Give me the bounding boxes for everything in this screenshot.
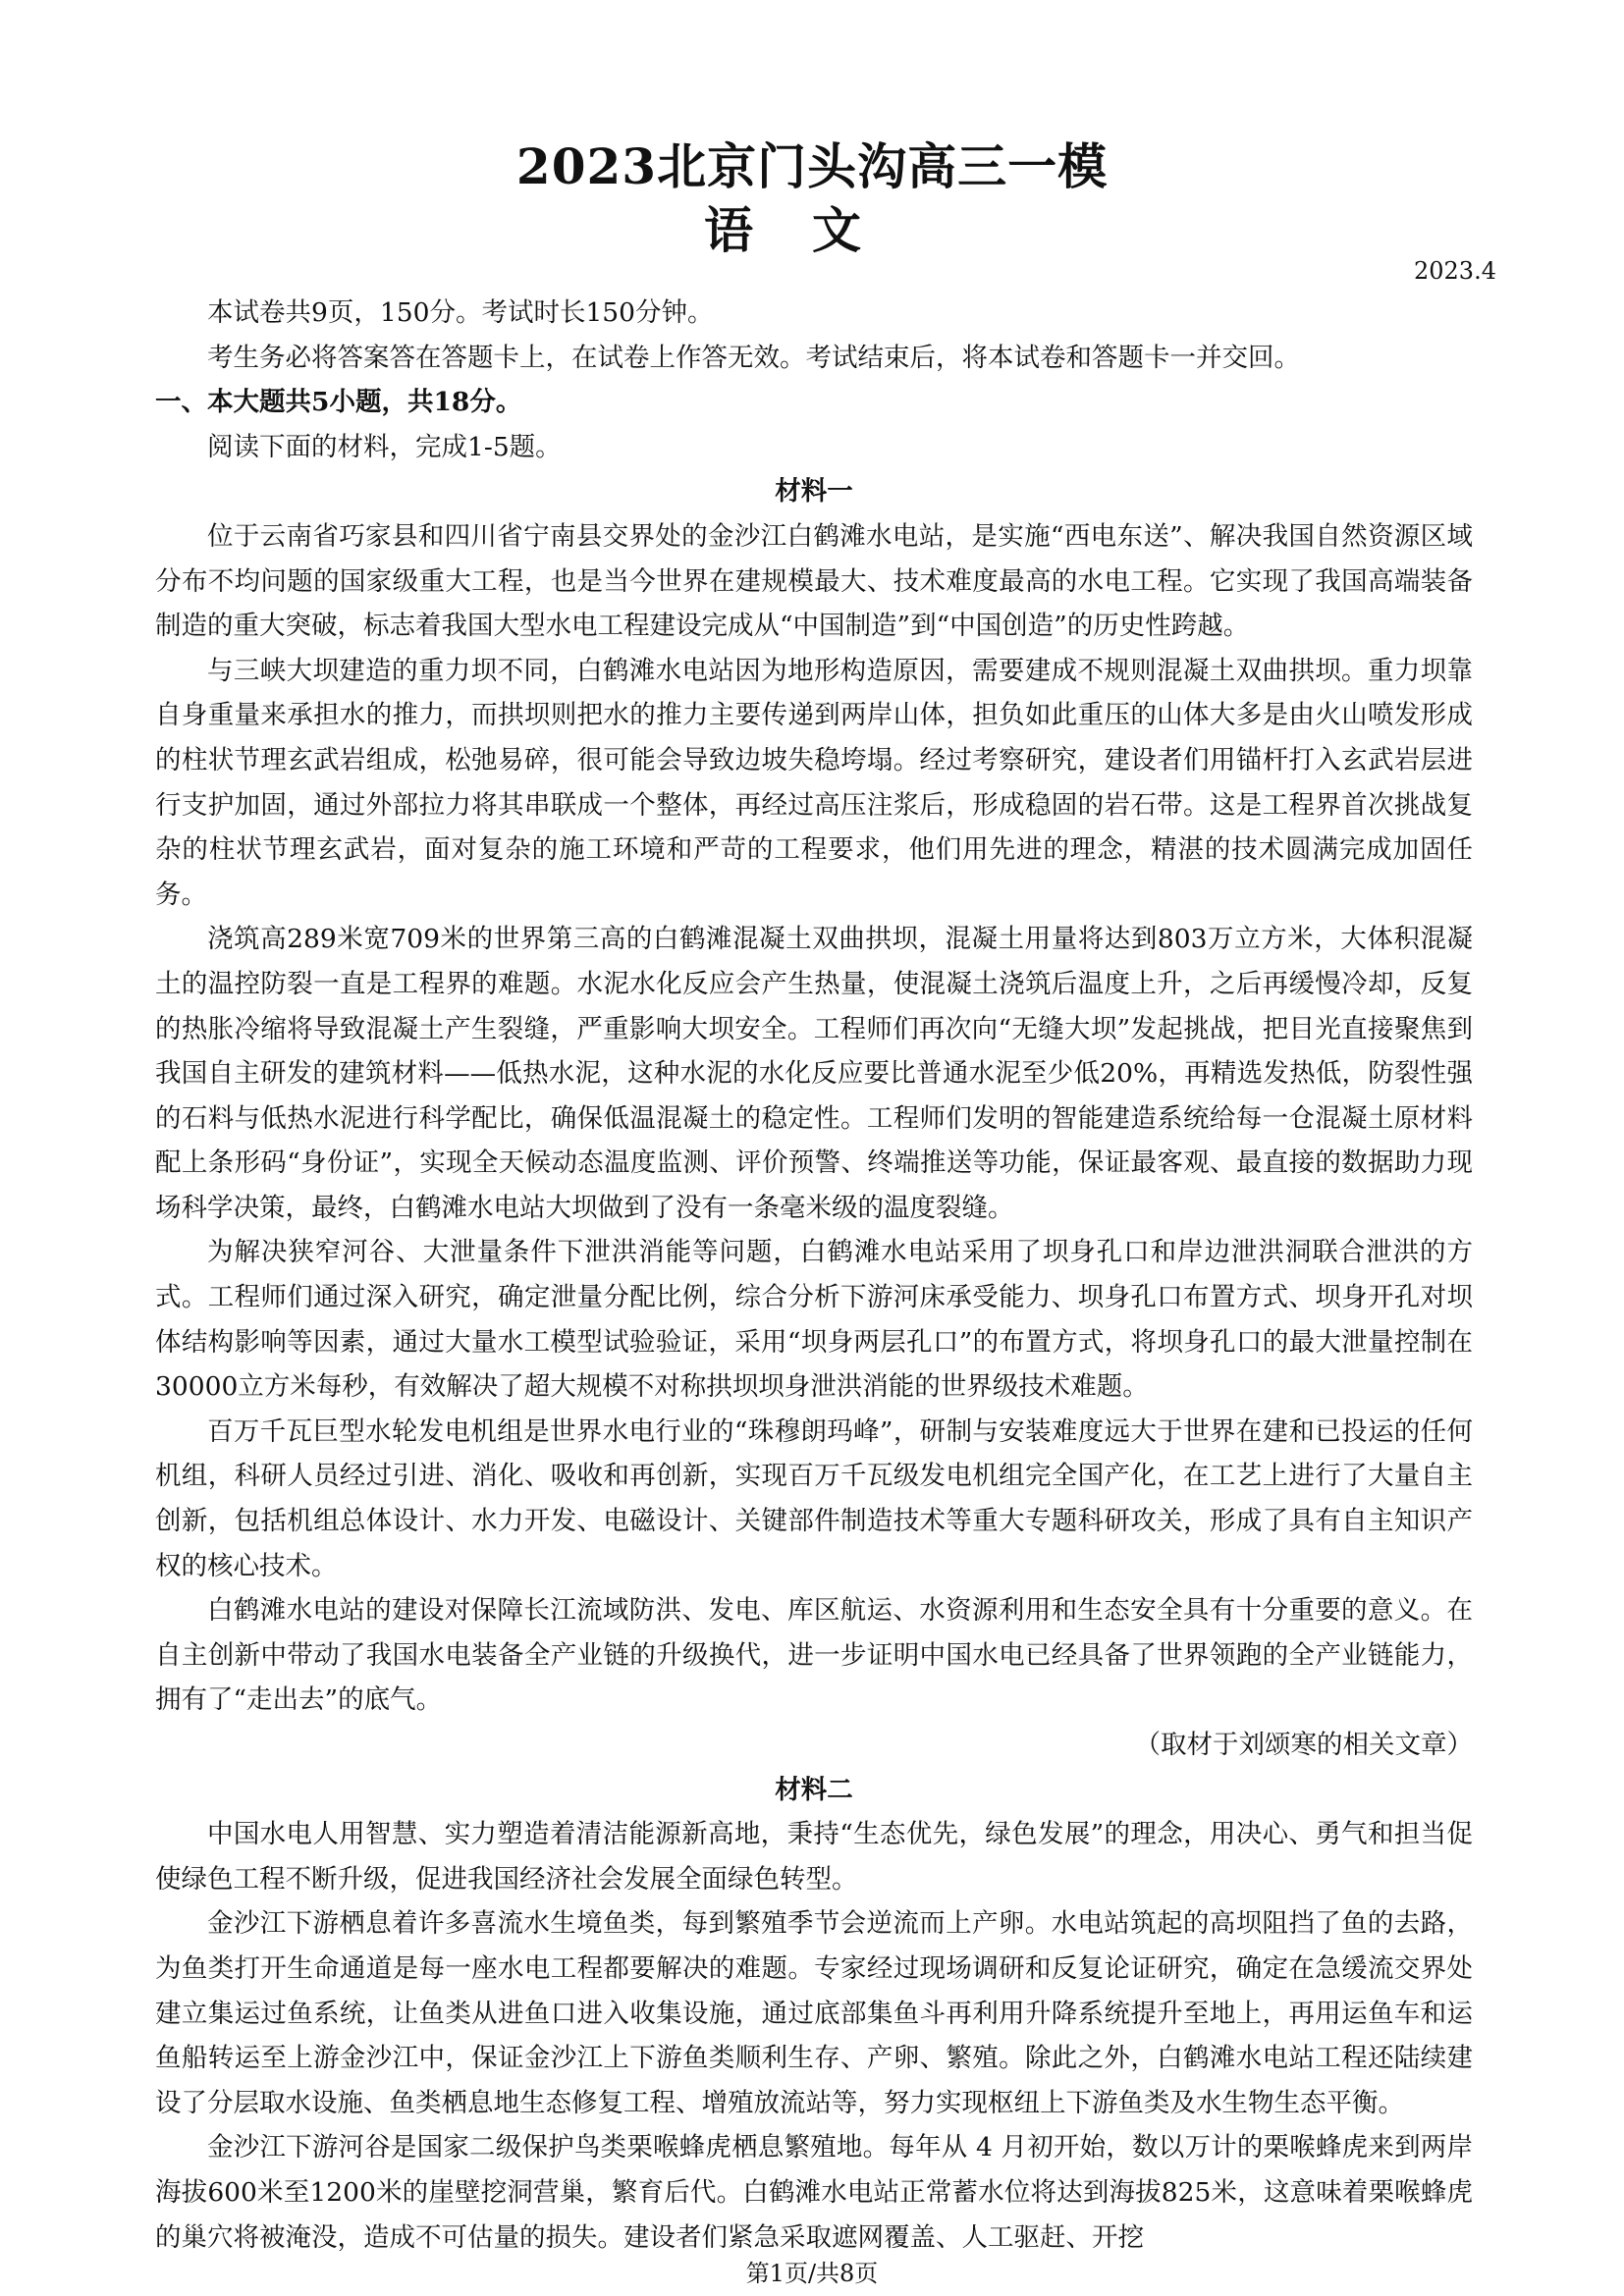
exam-date: 2023.4: [1414, 257, 1496, 285]
material-1-paragraph: 白鹤滩水电站的建设对保障长江流域防洪、发电、库区航运、水资源利用和生态安全具有十分重要的意义。在自主创新中带动了我国水电装备全产业链的升级换代，进一步证明中国水电已经具备了世界领跑的全产业链能力，拥有了“走出去”的底气。: [155, 1595, 1473, 1716]
exam-title: 2023北京门头沟高三一模: [515, 137, 1109, 195]
material-1-paragraph: 为解决狭窄河谷、大泄量条件下泄洪消能等问题，白鹤滩水电站采用了坝身孔口和岸边泄洪洞联合泄洪的方式。工程师们通过深入研究，确定泄量分配比例，综合分析下游河床承受能力、坝身孔口布置方式、坝身开孔对坝体结构影响等因素，通过大量水工模型试验验证，采用“坝身两层孔口”的布置方式，将坝身孔口的最大泄量控制在 30000立方米每秒，有效解决了超大规模不对称拱坝坝身泄洪消能的世界级技术难题。: [155, 1237, 1473, 1403]
material-2-title: 材料二: [775, 1774, 853, 1805]
material-1-paragraph: 百万千瓦巨型水轮发电机组是世界水电行业的“珠穆朗玛峰”，研制与安装难度远大于世界在建和已投运的任何机组，科研人员经过引进、消化、吸收和再创新，实现百万千瓦级发电机组完全国产化，在工艺上进行了大量自主创新，包括机组总体设计、水力开发、电磁设计、关键部件制造技术等重大专题科研攻关，形成了具有自主知识产权的核心技术。: [155, 1415, 1473, 1581]
subject-title: 语文: [704, 201, 920, 259]
exam-content: [155, 291, 1473, 2260]
material-1-paragraph: 浇筑高289米宽709米的世界第三高的白鹤滩混凝土双曲拱坝，混凝土用量将达到803万立方米，大体积混凝土的温控防裂一直是工程界的难题。水泥水化反应会产生热量，使混凝土浇筑后温度上升，之后再缓慢冷却，反复的热胀冷缩将导致混凝土产生裂缝，严重影响大坝安全。工程师们再次向“无缝大坝”发起挑战，把目光直接聚焦到我国自主研发的建筑材料——低热水泥，这种水泥的水化反应要比普通水泥至少低20%，再精选发热低，防裂性强的石料与低热水泥进行科学配比，确保低温混凝土的稳定性。工程师们发明的智能建造系统给每一仓混凝土原材料配上条形码“身份证”，实现全天候动态温度监测、评价预警、终端推送等功能，保证最客观、最直接的数据助力现场科学决策，最终，白鹤滩水电站大坝做到了没有一条毫米级的温度裂缝。: [155, 924, 1473, 1223]
material-1-paragraph: 与三峡大坝建造的重力坝不同，白鹤滩水电站因为地形构造原因，需要建成不规则混凝土双曲拱坝。重力坝靠自身重量来承担水的推力，而拱坝则把水的推力主要传递到两岸山体，担负如此重压的山体大多是由火山喷发形成的柱状节理玄武岩组成，松弛易碎，很可能会导致边坡失稳垮塌。经过考察研究，建设者们用锚杆打入玄武岩层进行支护加固，通过外部拉力将其串联成一个整体，再经过高压注浆后，形成稳固的岩石带。这是工程界首次挑战复杂的柱状节理玄武岩，面对复杂的施工环境和严苛的工程要求，他们用先进的理念，精湛的技术圆满完成加固任务。: [155, 655, 1473, 910]
material-1-title: 材料一: [775, 476, 853, 507]
material-1-source: （取材于刘颂寒的相关文章）: [1134, 1730, 1473, 1760]
material-2-paragraph: 金沙江下游河谷是国家二级保护鸟类栗喉蜂虎栖息繁殖地。每年从 4 月初开始，数以万计的栗喉蜂虎来到两岸海拔600米至1200米的崖壁挖洞营巢，繁育后代。白鹤滩水电站正常蓄水位将达到海拔825米，这意味着栗喉蜂虎的巢穴将被淹没，造成不可估量的损失。建设者们紧急采取遮网覆盖、人工驱赶、开挖: [155, 2132, 1473, 2253]
section-instruction: 阅读下面的材料，完成1-5题。: [207, 431, 562, 462]
material-1-paragraph: 位于云南省巧家县和四川省宁南县交界处的金沙江白鹤滩水电站，是实施“西电东送”、解决我国自然资源区域分布不均问题的国家级重大工程，也是当今世界在建规模最大、技术难度最高的水电工程。它实现了我国高端装备制造的重大突破，标志着我国大型水电工程建设完成从“中国制造”到“中国创造”的历史性跨越。: [155, 520, 1473, 642]
intro-line-2: 考生务必将答案答在答题卡上，在试卷上作答无效。考试结束后，将本试卷和答题卡一并交回。: [207, 342, 1300, 373]
page-footer: 第1页/共8页: [745, 2260, 879, 2287]
intro-line-1: 本试卷共9页，150分。考试时长150分钟。: [207, 297, 714, 328]
material-2-paragraph: 中国水电人用智慧、实力塑造着清洁能源新高地，秉持“生态优先，绿色发展”的理念，用决心、勇气和担当促使绿色工程不断升级，促进我国经济社会发展全面绿色转型。: [155, 1819, 1473, 1895]
material-2-paragraph: 金沙江下游栖息着许多喜流水生境鱼类，每到繁殖季节会逆流而上产卵。水电站筑起的高坝阻挡了鱼的去路，为鱼类打开生命通道是每一座水电工程都要解决的难题。专家经过现场调研和反复论证研究，确定在急缓流交界处建立集运过鱼系统，让鱼类从进鱼口进入收集设施，通过底部集鱼斗再利用升降系统提升至地上，再用运鱼车和运鱼船转运至上游金沙江中，保证金沙江上下游鱼类顺利生存、产卵、繁殖。除此之外，白鹤滩水电站工程还陆续建设了分层取水设施、鱼类栖息地生态修复工程、增殖放流站等，努力实现枢纽上下游鱼类及水生物生态平衡。: [155, 1908, 1473, 2118]
section-heading: 一、本大题共5小题，共18分。: [155, 387, 522, 418]
